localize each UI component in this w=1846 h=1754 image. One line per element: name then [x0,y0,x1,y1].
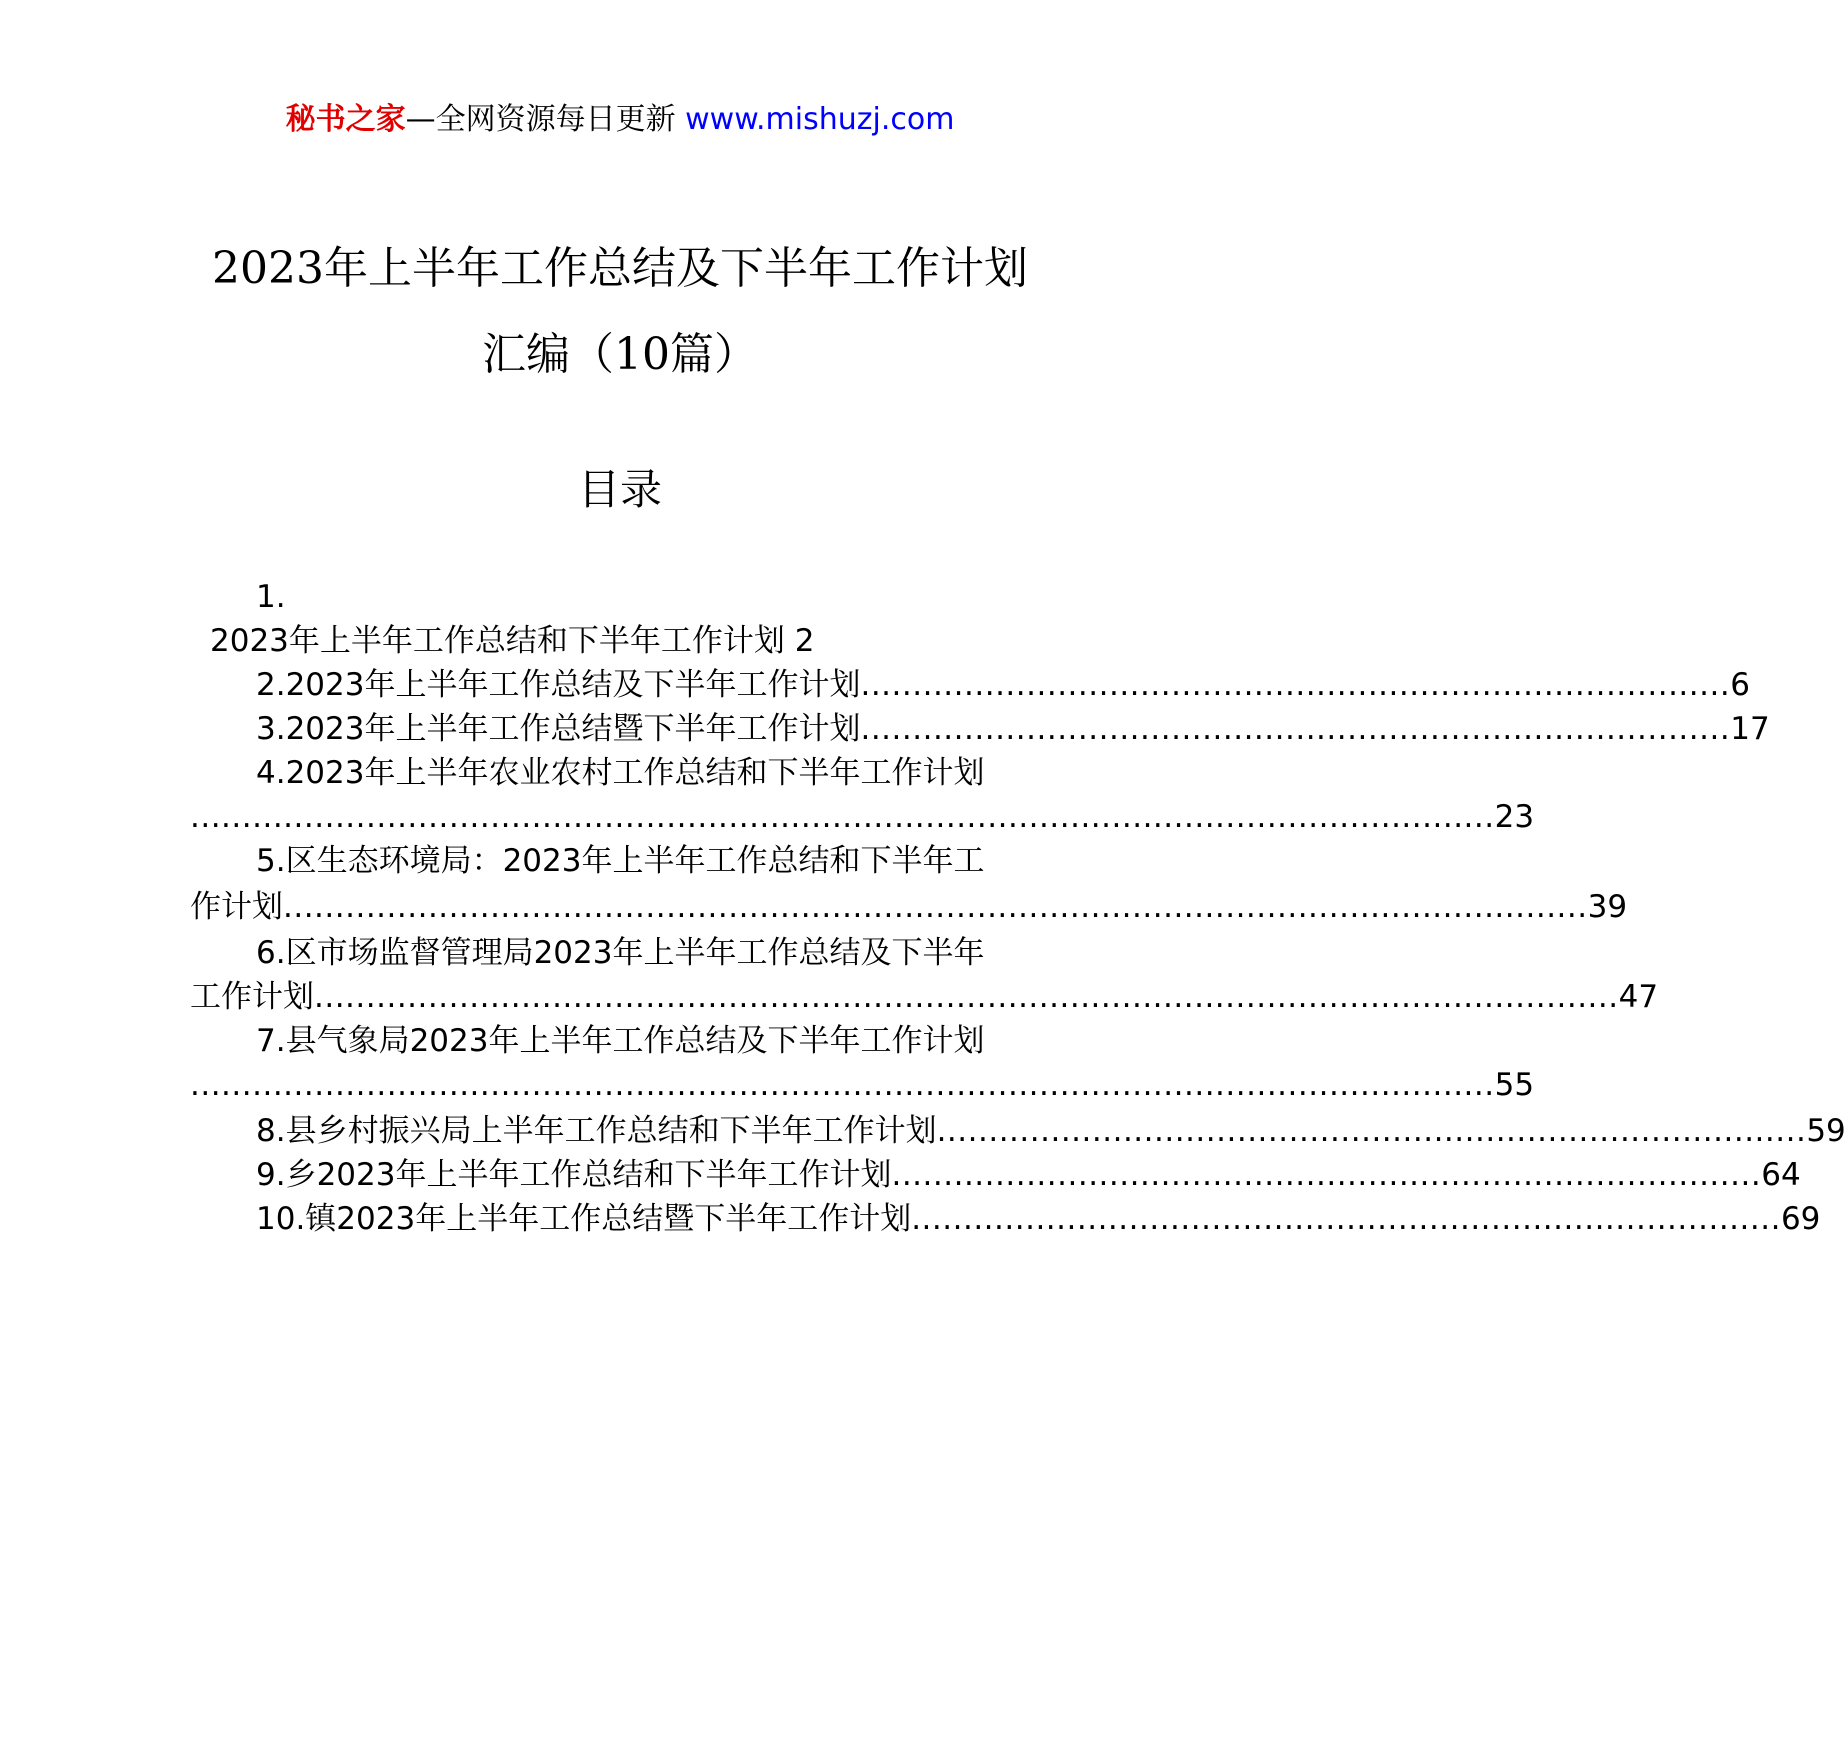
brand-name: 秘书之家 [285,102,406,137]
toc-entry-2[interactable] [190,663,1750,707]
toc-entry-1-cont[interactable] [190,619,1045,663]
toc-entry-8-page: 59 [1806,1113,1846,1149]
toc-leader-dots: .............................................................................................................................. [190,799,1495,835]
site-slogan: —全网资源每日更新 [405,102,676,137]
title-text-a: 汇编（ [482,329,614,380]
toc-entry-10-page: 69 [1780,1201,1821,1237]
toc-entry-3-title: 3.2023年上半年工作总结暨下半年工作计划 [256,711,861,747]
toc-entry-7-cont[interactable] [190,1063,1535,1107]
toc-leader-dots: .............................................................................................................................. [314,979,1619,1015]
toc-entry-8-title: 8.县乡村振兴局上半年工作总结和下半年工作计划 [256,1113,937,1149]
site-url-link[interactable]: www.mishuzj.com [685,102,955,137]
title-year: 2023 [212,243,324,294]
toc-entry-6-title-b: 工作计划 [190,979,314,1015]
toc-entry-9[interactable] [190,1153,1801,1197]
toc-entry-4-page: 23 [1494,799,1535,835]
toc-entry-7[interactable] [190,1019,1045,1063]
title-count: 10 [614,329,670,380]
toc-entry-5-page: 39 [1587,889,1628,925]
toc-entry-1[interactable] [190,575,1045,619]
toc-entry-3-page: 17 [1730,711,1770,747]
toc-entry-9-title: 9.乡2023年上半年工作总结和下半年工作计划 [256,1157,892,1193]
document-title-line-1 [0,232,1240,296]
toc-leader-dots: .............................................................................................................................. [190,1067,1495,1103]
toc-leader-dots: .................................................................................... [860,667,1731,703]
toc-entry-6[interactable] [190,931,1045,975]
toc-entry-7-title: 7.县气象局2023年上半年工作总结及下半年工作计划 [256,1023,985,1059]
toc-entry-6-title-a: 6.区市场监督管理局2023年上半年工作总结及下半年 [256,935,985,971]
toc-leader-dots: .................................................................................... [911,1201,1781,1237]
title-text-b: 篇） [670,329,758,380]
toc-entry-3[interactable] [190,707,1770,751]
document-title-line-2 [0,318,1240,382]
toc-entry-2-page: 6 [1730,667,1750,703]
toc-entry-8[interactable] [190,1109,1846,1153]
toc-leader-dots: .............................................................................................................................. [283,889,1588,925]
toc-entry-6-cont[interactable] [190,975,1659,1019]
toc-entry-7-page: 55 [1494,1067,1535,1103]
toc-entry-5-cont[interactable] [190,885,1628,929]
toc-entry-5-title-b: 作计划 [190,889,283,925]
toc-heading: 目录 [577,465,662,514]
toc-entry-9-page: 64 [1761,1157,1801,1193]
toc-entry-5-title-a: 5.区生态环境局：2023年上半年工作总结和下半年工 [256,843,985,879]
toc-entry-1-title: 2023年上半年工作总结和下半年工作计划 2 [210,623,815,659]
toc-entry-10-title: 10.镇2023年上半年工作总结暨下半年工作计划 [256,1201,912,1237]
toc-entry-4-title: 4.2023年上半年农业农村工作总结和下半年工作计划 [256,755,985,791]
toc-entry-5[interactable] [190,839,1045,883]
toc-entry-6-page: 47 [1618,979,1659,1015]
toc-entry-4-cont[interactable] [190,795,1535,839]
site-header [0,100,1240,140]
toc-entry-10[interactable] [190,1197,1821,1241]
toc-entry-2-title: 2.2023年上半年工作总结及下半年工作计划 [256,667,861,703]
toc-leader-dots: .................................................................................... [891,1157,1762,1193]
toc-entry-1-number: 1. [256,579,286,615]
title-text: 年上半年工作总结及下半年工作计划 [323,243,1028,294]
toc-leader-dots: .................................................................................... [860,711,1731,747]
toc-entry-4[interactable] [190,751,1045,795]
toc-leader-dots: .................................................................................... [936,1113,1807,1149]
